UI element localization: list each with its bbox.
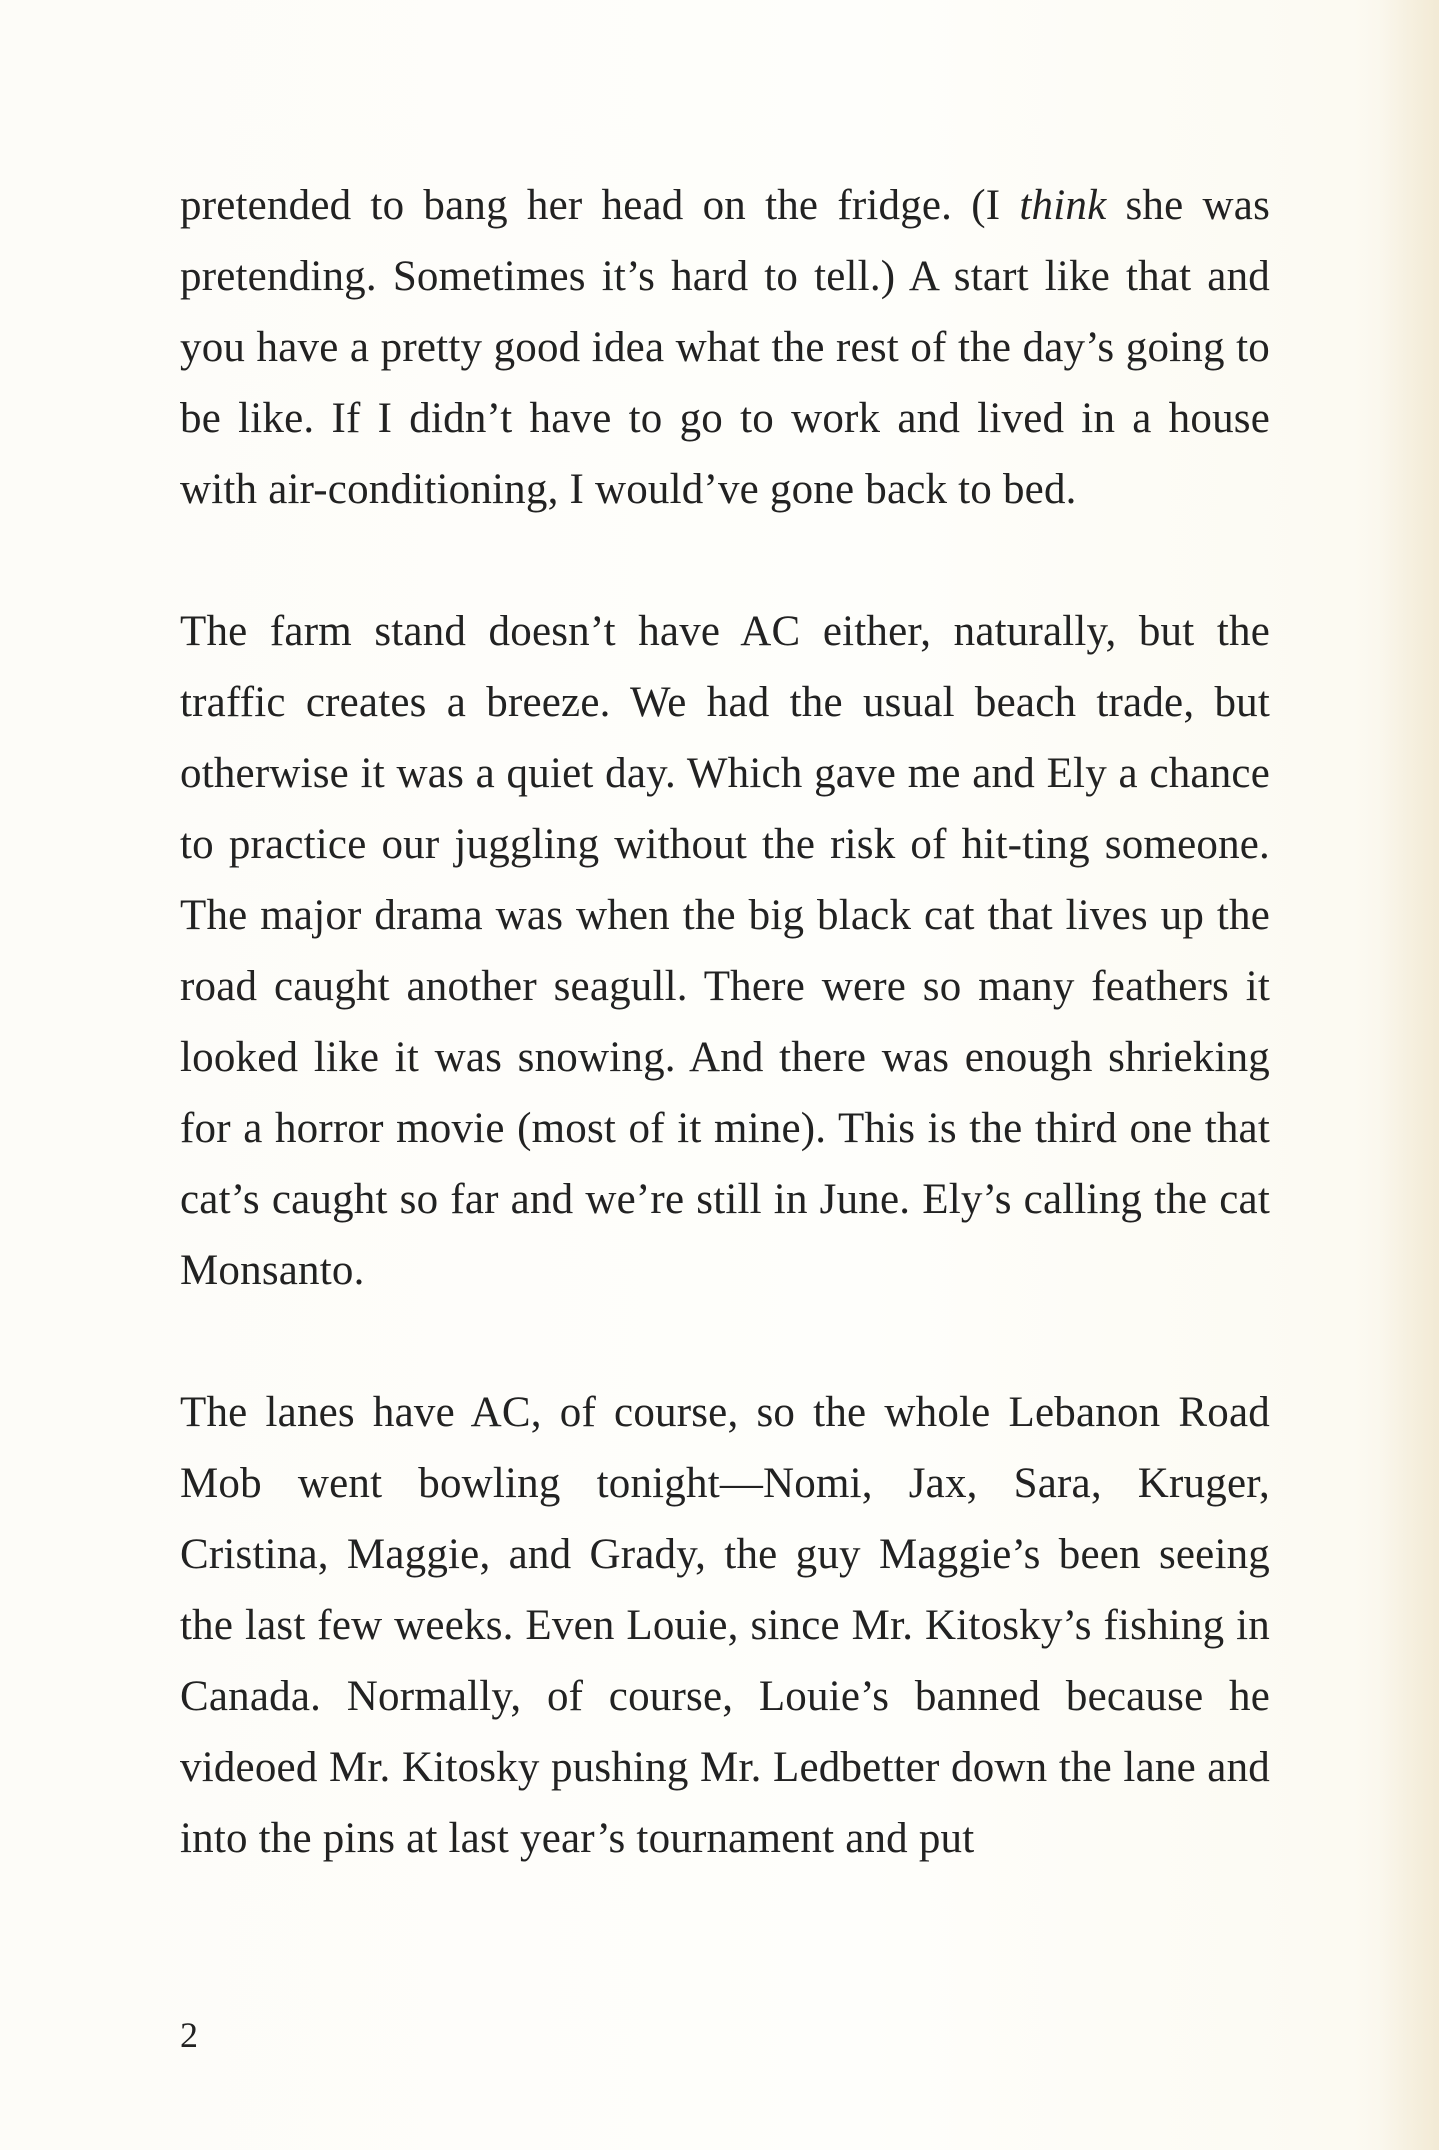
paragraph-1-rest: she was pretending. Sometimes it’s hard to tell.) A start like that and you have a pretty good idea what the rest of the day’s going to be like. If I didn’t have to go to work and lived in a house with air-conditioning, I would’ve gone back to bed. [180,182,1270,513]
paragraph-1 [180,170,1270,525]
page-edge-shadow [1379,0,1439,2150]
paragraph-2: The farm stand doesn’t have AC either, naturally, but the traffic creates a breeze. We had the usual beach trade, but otherwise it was a quiet day. Which gave me and Ely a chance to practice our juggling without the risk of hit-ting someone. The major drama was when the big black cat that lives up the road caught another seagull. There were so many feathers it looked like it was snowing. And there was enough shrieking for a horror movie (most of it mine). This is the third one that cat’s caught so far and we’re still in June. Ely’s calling the cat Monsanto. [180,608,1270,1294]
body-text [180,170,1270,1874]
paragraph-3: The lanes have AC, of course, so the whole Lebanon Road Mob went bowling tonight—Nomi, Jax, Sara, Kruger, Cristina, Maggie, and Grady, the guy Maggie’s been seeing the last few weeks. Even Louie, since Mr. Kitosky’s fishing in Canada. Normally, of course, Louie’s banned because he videoed Mr. Kitosky pushing Mr. Ledbetter down the lane and into the pins at last year’s tournament and put [180,1389,1270,1862]
paragraph-1-start: pretended to bang her head on the fridge. (I [180,182,1020,229]
emphasis-think: think [1019,182,1107,229]
page-number: 2 [180,2015,198,2055]
